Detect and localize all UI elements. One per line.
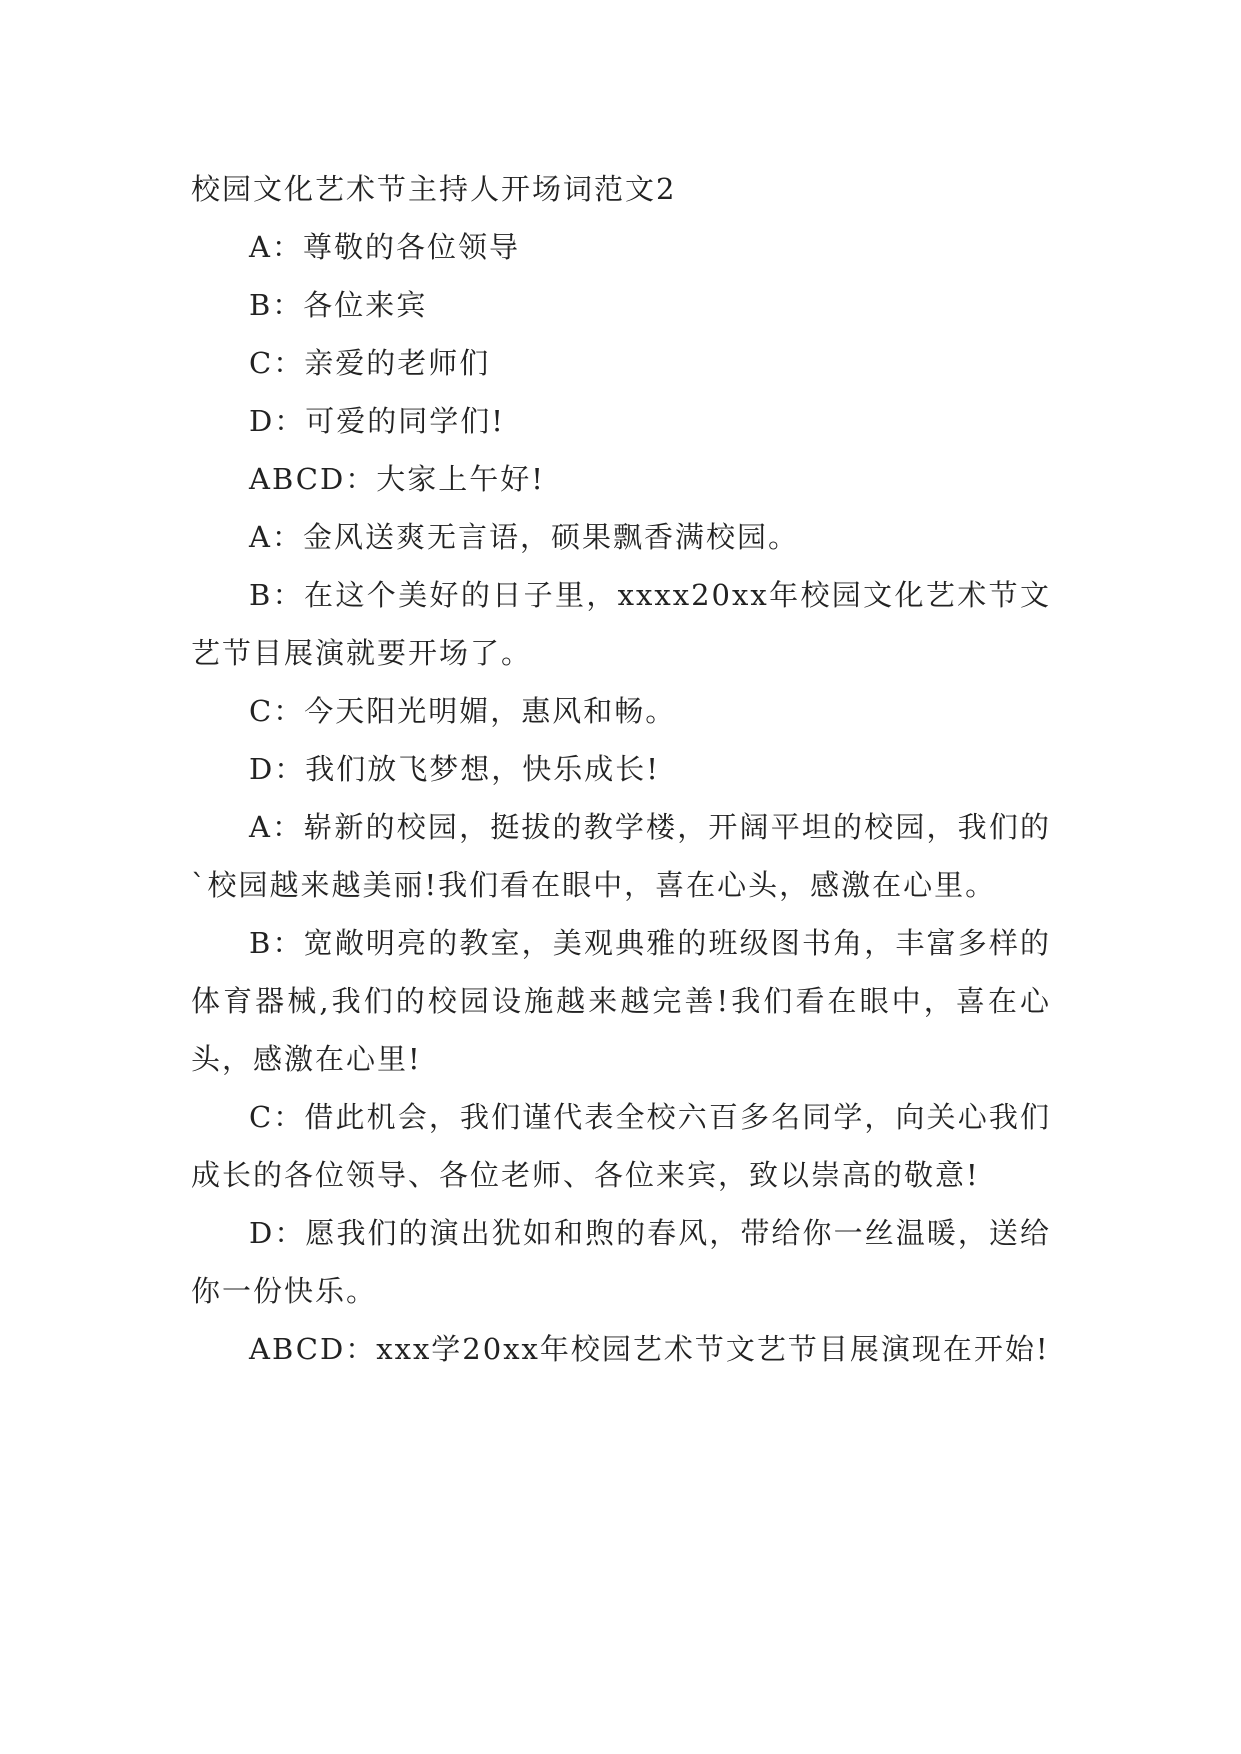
paragraph-a-greeting: A：尊敬的各位领导 bbox=[249, 230, 520, 264]
paragraph-c-greeting: C：亲爱的老师们 bbox=[249, 346, 491, 380]
paragraph-c-line-1: C：今天阳光明媚，惠风和畅。 bbox=[249, 694, 677, 728]
document-body bbox=[191, 160, 1051, 1378]
paragraph-b-line-2: B：宽敞明亮的教室，美观典雅的班级图书角，丰富多样的体育器械,我们的校园设施越来越完善!我们看在眼中，喜在心头，感激在心里! bbox=[191, 926, 1051, 1076]
paragraph-d-greeting: D：可爱的同学们! bbox=[249, 404, 505, 438]
paragraph-b-line-1: B：在这个美好的日子里，xxxx20xx年校园文化艺术节文艺节目展演就要开场了。 bbox=[191, 578, 1051, 670]
paragraph-a-line-1: A：金风送爽无言语，硕果飘香满校园。 bbox=[249, 520, 799, 554]
paragraph-b-greeting: B：各位来宾 bbox=[249, 288, 428, 322]
document-title: 校园文化艺术节主持人开场词范文2 bbox=[191, 172, 677, 206]
paragraph-abcd-closing: ABCD：xxx学20xx年校园艺术节文艺节目展演现在开始! bbox=[249, 1332, 1050, 1366]
paragraph-abcd-greeting: ABCD：大家上午好! bbox=[249, 462, 545, 496]
paragraph-a-line-2: A：崭新的校园，挺拔的教学楼，开阔平坦的校园，我们的`校园越来越美丽!我们看在眼中，喜在心头，感激在心里。 bbox=[191, 810, 1051, 902]
paragraph-c-line-2: C：借此机会，我们谨代表全校六百多名同学，向关心我们成长的各位领导、各位老师、各位来宾，致以崇高的敬意! bbox=[191, 1100, 1051, 1192]
paragraph-d-line-1: D：我们放飞梦想，快乐成长! bbox=[249, 752, 660, 786]
paragraph-d-line-2: D：愿我们的演出犹如和煦的春风，带给你一丝温暖，送给你一份快乐。 bbox=[191, 1216, 1051, 1308]
